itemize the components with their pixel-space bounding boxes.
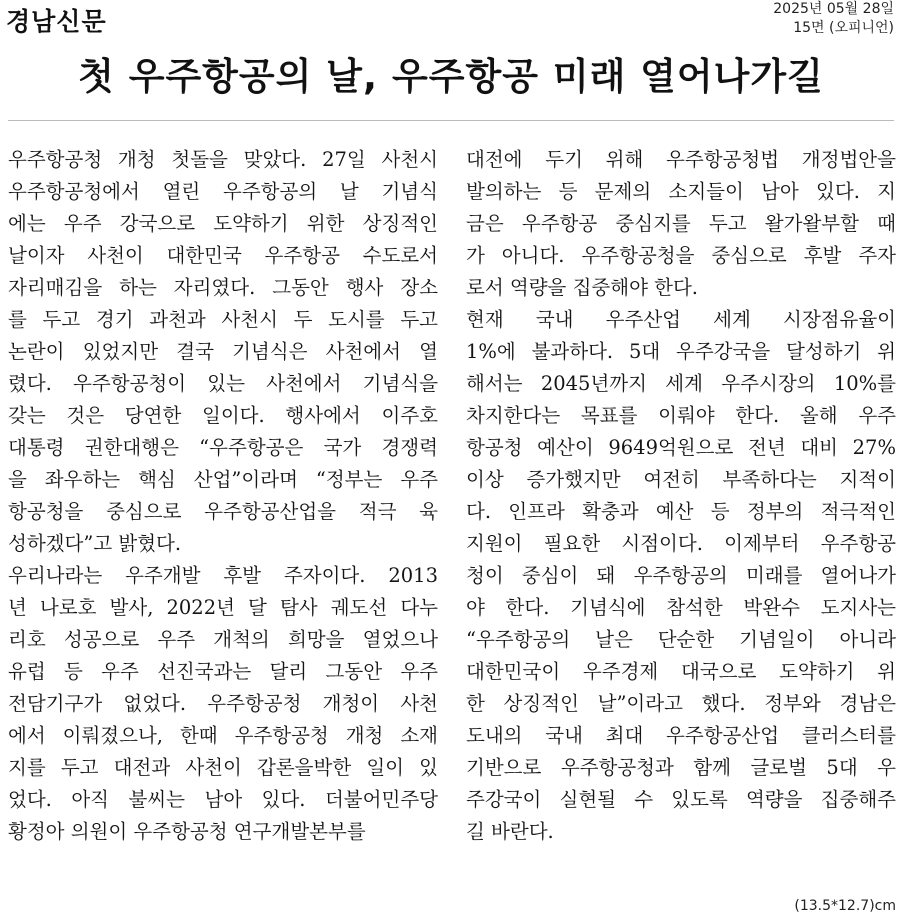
- article-line: 지원이 필요한 시점이다. 이제부터 우주항공: [466, 532, 896, 555]
- article-headline: 첫 우주항공의 날, 우주항공 미래 열어나가길: [78, 55, 824, 98]
- article-column-left: [8, 144, 438, 848]
- article-line: 현재 국내 우주산업 세계 시장점유율이: [466, 308, 896, 331]
- article-line: 에서 이뤄졌으나, 한때 우주항공청 개청 소재: [8, 724, 438, 747]
- article-line: 도내의 국내 최대 우주항공산업 클러스터를: [466, 724, 896, 747]
- article-line: 전담기구가 없었다. 우주항공청 개청이 사천: [8, 692, 438, 715]
- article-line: 우주항공청에서 열린 우주항공의 날 기념식: [8, 180, 438, 203]
- article-line: 유럽 등 우주 선진국과는 달리 그동안 우주: [8, 660, 438, 683]
- article-line: 성하겠다”고 밝혔다.: [8, 532, 182, 555]
- article-line: “우주항공의 날은 단순한 기념일이 아니라: [466, 628, 896, 651]
- article-line: 발의하는 등 문제의 소지들이 남아 있다. 지: [466, 180, 896, 203]
- article-line: 리호 성공으로 우주 개척의 희망을 열었으나: [8, 628, 438, 651]
- page-section: 15면 (오피니언): [793, 20, 894, 36]
- article-line: 다. 인프라 확충과 예산 등 정부의 적극적인: [466, 500, 896, 523]
- article-line: 가 아니다. 우주항공청을 중심으로 후발 주자: [466, 244, 896, 267]
- newspaper-masthead: 경남신문: [6, 7, 107, 36]
- article-line: 야 한다. 기념식에 참석한 박완수 도지사는: [466, 596, 896, 619]
- article-line: 를 두고 경기 과천과 사천시 두 도시를 두고: [8, 308, 438, 331]
- article-line: 항공청 예산이 9649억원으로 전년 대비 27%: [466, 436, 896, 459]
- article-line: 논란이 있었지만 결국 기념식은 사천에서 열: [8, 340, 438, 363]
- article-column-right: [466, 144, 896, 848]
- article-line: 대통령 권한대행은 “우주항공은 국가 경쟁력: [8, 436, 438, 459]
- article-line: 금은 우주항공 중심지를 두고 왈가왈부할 때: [466, 212, 896, 235]
- article-line: 로서 역량을 집중해야 한다.: [466, 276, 699, 299]
- article-line: 차지한다는 목표를 이뤄야 한다. 올해 우주: [466, 404, 896, 427]
- headline-divider: [8, 120, 894, 121]
- article-line: 지를 두고 대전과 사천이 갑론을박한 일이 있: [8, 756, 438, 779]
- article-line: 렸다. 우주항공청이 있는 사천에서 기념식을: [8, 372, 438, 395]
- publication-meta: [773, 0, 894, 38]
- article-line: 었다. 아직 불씨는 남아 있다. 더불어민주당: [8, 788, 438, 811]
- article-line: 길 바란다.: [466, 820, 554, 843]
- article-line: 우주항공청 개청 첫돌을 맞았다. 27일 사천시: [8, 148, 438, 171]
- article-line: 자리매김을 하는 자리였다. 그동안 행사 장소: [8, 276, 438, 299]
- article-line: 항공청을 중심으로 우주항공산업을 적극 육: [8, 500, 438, 523]
- article-line: 년 나로호 발사, 2022년 달 탐사 궤도선 다누: [8, 596, 438, 619]
- article-size-note: (13.5*12.7)cm: [794, 898, 896, 914]
- article-line: 에는 우주 강국으로 도약하기 위한 상징적인: [8, 212, 438, 235]
- article-line: 주강국이 실현될 수 있도록 역량을 집중해주: [466, 788, 896, 811]
- article-line: 한 상징적인 날”이라고 했다. 정부와 경남은: [466, 692, 896, 715]
- article-line: 해서는 2045년까지 세계 우주시장의 10%를: [466, 372, 896, 395]
- article-line: 날이자 사천이 대한민국 우주항공 수도로서: [8, 244, 438, 267]
- article-line: 이상 증가했지만 여전히 부족하다는 지적이: [466, 468, 896, 491]
- article-line: 우리나라는 우주개발 후발 주자이다. 2013: [8, 564, 438, 587]
- article-line: 황정아 의원이 우주항공청 연구개발본부를: [8, 820, 366, 843]
- article-line: 1%에 불과하다. 5대 우주강국을 달성하기 위: [466, 340, 896, 363]
- article-line: 대한민국이 우주경제 대국으로 도약하기 위: [466, 660, 896, 683]
- article-line: 청이 중심이 돼 우주항공의 미래를 열어나가: [466, 564, 896, 587]
- publication-date: 2025년 05월 28일: [773, 1, 894, 17]
- article-line: 을 좌우하는 핵심 산업”이라며 “정부는 우주: [8, 468, 438, 491]
- article-line: 기반으로 우주항공청과 함께 글로벌 5대 우: [466, 756, 896, 779]
- article-line: 갖는 것은 당연한 일이다. 행사에서 이주호: [8, 404, 438, 427]
- article-line: 대전에 두기 위해 우주항공청법 개정법안을: [466, 148, 896, 171]
